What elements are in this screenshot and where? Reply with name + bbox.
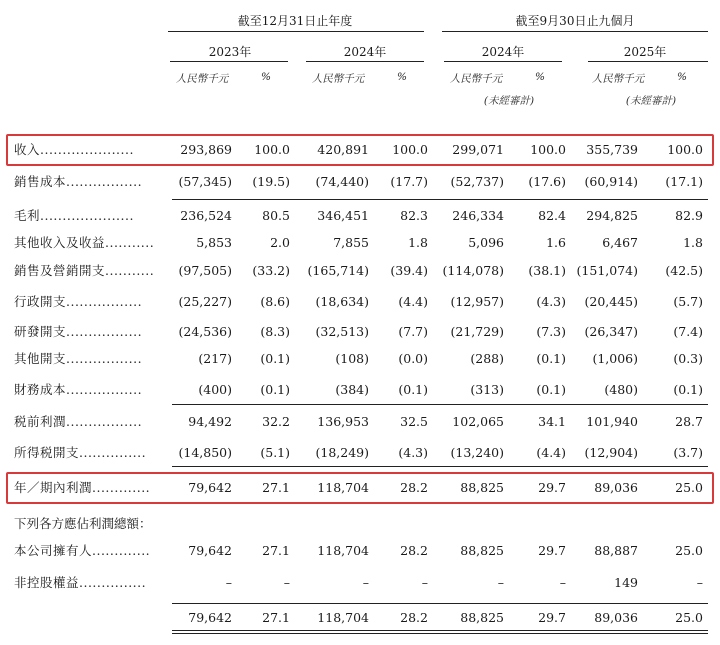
currency-unit-label: 人民幣千元 <box>175 73 229 85</box>
percent-cell: 100.0 <box>530 142 566 157</box>
percent-cell: 29.7 <box>538 610 566 625</box>
percent-cell: 32.2 <box>262 414 290 429</box>
amount-cell: (217) <box>198 351 232 366</box>
amount-cell: (384) <box>335 382 369 397</box>
percent-cell: (4.4) <box>398 294 428 309</box>
amount-cell: 6,467 <box>602 235 638 250</box>
row-label: 非控股權益............... <box>14 575 147 590</box>
amount-cell: (74,440) <box>315 174 369 189</box>
amount-cell: 149 <box>614 575 638 590</box>
percent-cell: 1.6 <box>546 235 566 250</box>
amount-cell: 355,739 <box>586 142 638 157</box>
year-rule-2024-interim <box>444 61 562 62</box>
percent-cell: (4.3) <box>398 445 428 460</box>
amount-cell: (108) <box>335 351 369 366</box>
percent-cell: (0.1) <box>260 382 290 397</box>
percent-cell: 82.4 <box>538 208 566 223</box>
percent-cell: (7.3) <box>536 324 566 339</box>
amount-cell: 88,887 <box>594 543 638 558</box>
amount-cell: 79,642 <box>188 480 232 495</box>
amount-cell: (18,634) <box>315 294 369 309</box>
amount-cell: (57,345) <box>178 174 232 189</box>
amount-cell: (25,227) <box>178 294 232 309</box>
amount-cell: (60,914) <box>584 174 638 189</box>
percent-cell: 27.1 <box>262 610 290 625</box>
amount-cell: 88,825 <box>460 610 504 625</box>
unaudited-label: (未經審計) <box>625 95 677 107</box>
table-row <box>0 412 720 432</box>
amount-cell: 5,853 <box>196 235 232 250</box>
percent-unit-label: % <box>535 71 545 83</box>
percent-cell: 25.0 <box>675 480 703 495</box>
row-label: 所得税開支............... <box>14 445 147 460</box>
year-header-2023: 2023年 <box>208 45 252 59</box>
table-row <box>0 292 720 312</box>
amount-cell: (1,006) <box>592 351 638 366</box>
table-row <box>0 478 720 498</box>
year-header-2025: 2025年 <box>623 45 667 59</box>
amount-cell: (20,445) <box>584 294 638 309</box>
period-annual-rule <box>168 31 424 32</box>
amount-cell: 7,855 <box>333 235 369 250</box>
percent-cell: (5.7) <box>673 294 703 309</box>
year-rule-2024-annual <box>306 61 424 62</box>
percent-unit-label: % <box>677 71 687 83</box>
amount-cell: (400) <box>198 382 232 397</box>
amount-cell: (12,957) <box>450 294 504 309</box>
percent-cell: 29.7 <box>538 543 566 558</box>
period-annual-header: 截至12月31日止年度 <box>237 14 353 28</box>
percent-cell: (4.4) <box>536 445 566 460</box>
row-label: 毛利..................... <box>14 208 134 223</box>
percent-cell: 82.3 <box>400 208 428 223</box>
percent-cell: 100.0 <box>254 142 290 157</box>
amount-cell: 236,524 <box>180 208 232 223</box>
table-row <box>0 573 720 593</box>
table-row <box>0 322 720 342</box>
amount-cell: 118,704 <box>317 610 369 625</box>
amount-cell: (14,850) <box>178 445 232 460</box>
amount-cell: 79,642 <box>188 543 232 558</box>
amount-cell: (151,074) <box>576 263 638 278</box>
table-row <box>0 443 720 463</box>
amount-cell: 5,096 <box>468 235 504 250</box>
percent-cell: 100.0 <box>392 142 428 157</box>
table-row <box>0 349 720 369</box>
amount-cell: 299,071 <box>452 142 504 157</box>
percent-cell: (0.1) <box>536 382 566 397</box>
percent-cell: 34.1 <box>538 414 566 429</box>
percent-cell: 1.8 <box>683 235 703 250</box>
amount-cell: (12,904) <box>584 445 638 460</box>
percent-cell: (39.4) <box>390 263 428 278</box>
amount-cell: (52,737) <box>450 174 504 189</box>
currency-unit-label: 人民幣千元 <box>311 73 365 85</box>
table-row <box>0 140 720 160</box>
row-label: 其他收入及收益........... <box>14 235 155 250</box>
percent-cell: 82.9 <box>675 208 703 223</box>
amount-cell: 246,334 <box>452 208 504 223</box>
percent-cell: (42.5) <box>665 263 703 278</box>
amount-cell: (97,505) <box>178 263 232 278</box>
percent-cell: 28.7 <box>675 414 703 429</box>
amount-cell: 118,704 <box>317 480 369 495</box>
amount-cell: 89,036 <box>594 610 638 625</box>
row-label: 行政開支................. <box>14 294 143 309</box>
amount-cell: 136,953 <box>317 414 369 429</box>
amount-cell: (313) <box>470 382 504 397</box>
amount-cell: (288) <box>470 351 504 366</box>
amount-cell: (21,729) <box>450 324 504 339</box>
total-top-rule <box>172 603 708 604</box>
amount-cell: – <box>225 575 232 590</box>
total-double-rule <box>172 633 708 634</box>
period-interim-rule <box>442 31 708 32</box>
percent-cell: 1.8 <box>408 235 428 250</box>
year-rule-2025 <box>588 61 708 62</box>
amount-cell: (13,240) <box>450 445 504 460</box>
percent-cell: – <box>559 575 566 590</box>
unaudited-label: (未經審計) <box>483 95 535 107</box>
subtotal-rule <box>172 199 708 200</box>
table-row <box>0 380 720 400</box>
row-label: 本公司擁有人............. <box>14 543 151 558</box>
row-label: 收入..................... <box>14 142 134 157</box>
total-double-rule <box>172 630 708 631</box>
percent-cell: (33.2) <box>252 263 290 278</box>
percent-cell: – <box>696 575 703 590</box>
percent-cell: (0.1) <box>398 382 428 397</box>
amount-cell: (114,078) <box>442 263 504 278</box>
table-row <box>0 172 720 192</box>
row-label: 税前利潤................. <box>14 414 143 429</box>
year-rule-2023 <box>170 61 288 62</box>
percent-cell: 28.2 <box>400 543 428 558</box>
percent-cell: (19.5) <box>252 174 290 189</box>
subtotal-rule <box>172 404 708 405</box>
percent-cell: (0.0) <box>398 351 428 366</box>
percent-cell: 100.0 <box>667 142 703 157</box>
percent-cell: – <box>283 575 290 590</box>
percent-cell: (8.3) <box>260 324 290 339</box>
row-label: 銷售成本................. <box>14 174 143 189</box>
amount-cell: 88,825 <box>460 480 504 495</box>
percent-cell: 27.1 <box>262 543 290 558</box>
percent-cell: (8.6) <box>260 294 290 309</box>
percent-cell: 28.2 <box>400 480 428 495</box>
amount-cell: 79,642 <box>188 610 232 625</box>
amount-cell: 346,451 <box>317 208 369 223</box>
percent-cell: 25.0 <box>675 543 703 558</box>
percent-cell: (5.1) <box>260 445 290 460</box>
row-label: 年／期內利潤............. <box>14 480 151 495</box>
percent-cell: 80.5 <box>262 208 290 223</box>
table-row <box>0 541 720 561</box>
amount-cell: 89,036 <box>594 480 638 495</box>
percent-cell: (4.3) <box>536 294 566 309</box>
percent-cell: 2.0 <box>270 235 290 250</box>
percent-cell: (17.7) <box>390 174 428 189</box>
amount-cell: (165,714) <box>307 263 369 278</box>
currency-unit-label: 人民幣千元 <box>449 73 503 85</box>
percent-cell: (7.4) <box>673 324 703 339</box>
percent-cell: – <box>421 575 428 590</box>
percent-cell: (38.1) <box>528 263 566 278</box>
period-interim-header: 截至9月30日止九個月 <box>515 14 635 28</box>
amount-cell: (26,347) <box>584 324 638 339</box>
table-row <box>0 233 720 253</box>
table-row <box>0 261 720 281</box>
row-label: 銷售及營銷開支........... <box>14 263 155 278</box>
amount-cell: (32,513) <box>315 324 369 339</box>
amount-cell: (480) <box>604 382 638 397</box>
percent-cell: (3.7) <box>673 445 703 460</box>
percent-cell: 29.7 <box>538 480 566 495</box>
amount-cell: (18,249) <box>315 445 369 460</box>
percent-cell: (0.1) <box>260 351 290 366</box>
percent-unit-label: % <box>397 71 407 83</box>
percent-cell: 32.5 <box>400 414 428 429</box>
amount-cell: 101,940 <box>586 414 638 429</box>
year-header-2024-interim: 2024年 <box>481 45 525 59</box>
percent-cell: 27.1 <box>262 480 290 495</box>
amount-cell: – <box>497 575 504 590</box>
amount-cell: 118,704 <box>317 543 369 558</box>
subtotal-rule <box>172 466 708 467</box>
percent-cell: (17.6) <box>528 174 566 189</box>
amount-cell: 88,825 <box>460 543 504 558</box>
attributable-section-label: 下列各方應佔利潤總額： <box>14 516 152 531</box>
table-row <box>0 206 720 226</box>
table-row <box>0 608 720 628</box>
percent-cell: (0.3) <box>673 351 703 366</box>
amount-cell: 94,492 <box>188 414 232 429</box>
percent-cell: (0.1) <box>536 351 566 366</box>
amount-cell: – <box>362 575 369 590</box>
amount-cell: 102,065 <box>452 414 504 429</box>
amount-cell: 293,869 <box>180 142 232 157</box>
percent-cell: 28.2 <box>400 610 428 625</box>
percent-unit-label: % <box>261 71 271 83</box>
amount-cell: (24,536) <box>178 324 232 339</box>
percent-cell: (17.1) <box>665 174 703 189</box>
row-label: 其他開支................. <box>14 351 143 366</box>
row-label: 研發開支................. <box>14 324 143 339</box>
amount-cell: 420,891 <box>317 142 369 157</box>
currency-unit-label: 人民幣千元 <box>591 73 645 85</box>
amount-cell: 294,825 <box>586 208 638 223</box>
year-header-2024-annual: 2024年 <box>343 45 387 59</box>
percent-cell: (0.1) <box>673 382 703 397</box>
percent-cell: 25.0 <box>675 610 703 625</box>
percent-cell: (7.7) <box>398 324 428 339</box>
row-label: 財務成本................. <box>14 382 143 397</box>
